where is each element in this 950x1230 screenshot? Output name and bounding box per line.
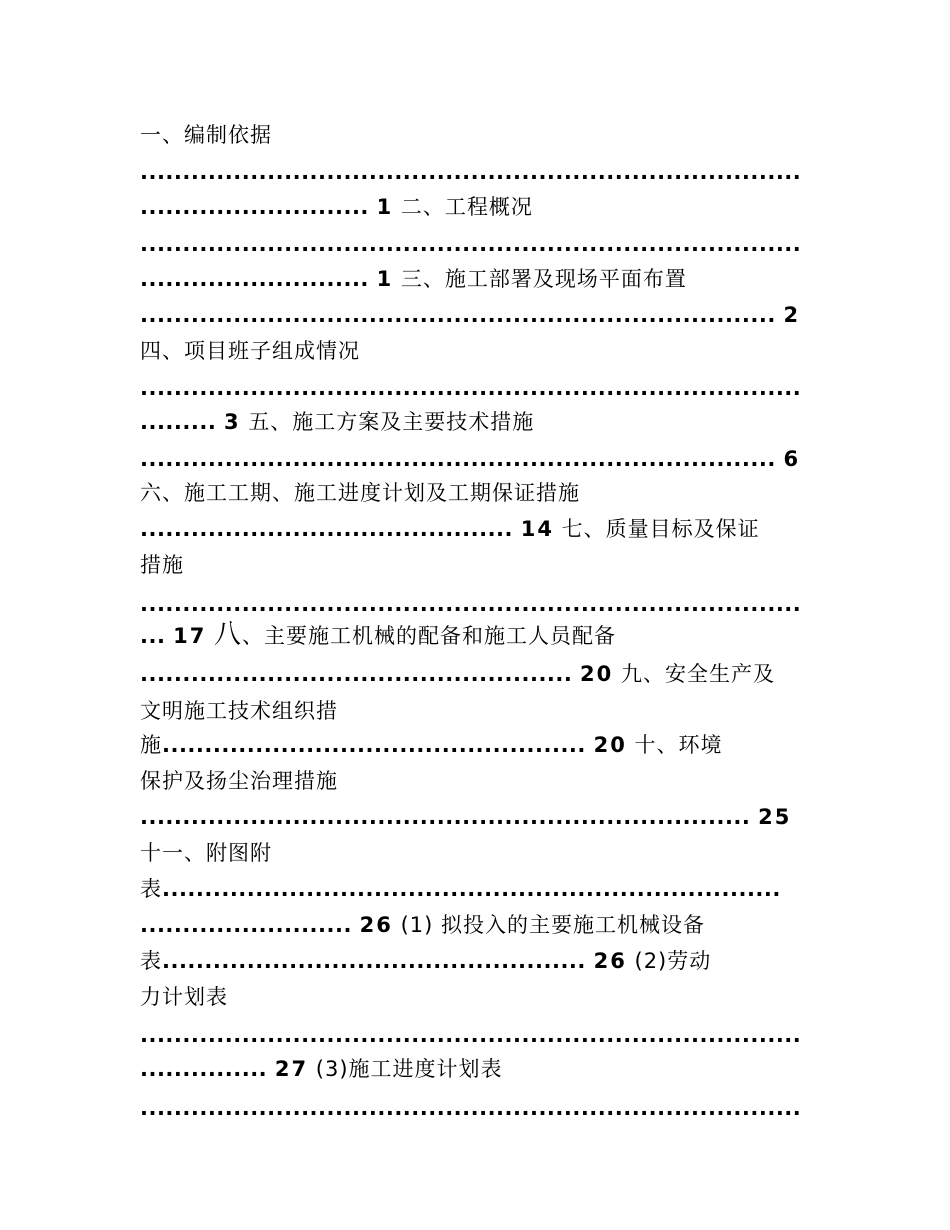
toc-page-number: 20	[593, 733, 627, 757]
toc-entry-machinery: 、主要施工机械的配备和施工人员配备	[242, 624, 617, 648]
toc-page-number: 3	[224, 410, 241, 434]
toc-page-number: 14	[520, 517, 554, 541]
toc-line-19	[140, 766, 808, 796]
toc-leader-dots: ..............................................................................	[140, 592, 802, 616]
toc-entry-safety-end: 施	[140, 733, 162, 757]
toc-line-22	[140, 874, 808, 904]
toc-page-number: 1	[376, 195, 394, 219]
toc-leader-dots: ..............................................................................	[140, 376, 802, 400]
toc-page-number: 26	[359, 913, 393, 937]
toc-line-25	[140, 982, 808, 1012]
toc-leader-dots: ...........................................................................	[140, 447, 776, 471]
toc-line-13	[140, 550, 808, 580]
toc-leader-dots: ..............................................................................	[140, 1096, 802, 1120]
toc-leader-dots: ...................................................	[140, 662, 573, 686]
toc-line-4	[140, 229, 808, 259]
toc-line-9	[140, 407, 808, 437]
toc-line-14	[140, 589, 808, 619]
toc-entry-overview: 二、工程概况	[400, 195, 533, 219]
toc-entry-progress-table: (3)施工进度计划表	[315, 1057, 503, 1081]
toc-leader-dots: ...........................................................................	[140, 303, 776, 327]
toc-entry-machinery-table-end: 表	[140, 949, 162, 973]
toc-leader-dots: ..............................................................................	[140, 160, 802, 184]
toc-page-number: 27	[274, 1057, 309, 1081]
toc-entry-environment-cont: 保护及扬尘治理措施	[140, 769, 338, 793]
toc-page-number: 2	[783, 303, 801, 327]
toc-leader-dots: ............................................	[140, 517, 514, 541]
toc-line-28	[140, 1093, 808, 1123]
toc-leader-dots: ...............	[140, 1057, 268, 1081]
toc-line-10	[140, 444, 808, 474]
toc-entry-deployment: 三、施工部署及现场平面布置	[400, 267, 687, 291]
toc-entry-labor-cont: 力计划表	[140, 985, 228, 1009]
toc-line-1	[140, 120, 808, 150]
toc-line-26	[140, 1020, 808, 1050]
toc-entry-quality: 七、质量目标及保证	[561, 517, 760, 541]
toc-leader-dots: ...........................	[140, 267, 369, 291]
toc-line-15	[140, 620, 808, 650]
toc-entry-safety: 九、安全生产及	[620, 662, 775, 686]
toc-line-3	[140, 192, 808, 222]
toc-line-20	[140, 802, 808, 832]
toc-line-17	[140, 696, 808, 726]
toc-page-number: 17	[173, 624, 207, 648]
toc-leader-dots: .........................	[140, 913, 352, 937]
toc-entry-eight-numeral: 八	[214, 620, 243, 650]
toc-line-16	[140, 659, 808, 689]
toc-line-18	[140, 730, 808, 760]
toc-leader-dots: ...........................	[140, 195, 369, 219]
toc-line-21	[140, 838, 808, 868]
toc-page-number: 6	[783, 447, 801, 471]
toc-entry-basis: 一、编制依据	[140, 123, 272, 147]
toc-line-8	[140, 373, 808, 403]
toc-entry-construction-plan: 五、施工方案及主要技术措施	[248, 410, 535, 434]
toc-leader-dots: ..............................................................................	[140, 232, 802, 256]
toc-line-2	[140, 157, 808, 187]
toc-entry-project-team: 四、项目班子组成情况	[140, 339, 360, 363]
toc-leader-dots: .........................................................................	[162, 877, 781, 901]
toc-leader-dots: ..................................................	[162, 949, 586, 973]
toc-leader-dots: ...	[140, 624, 166, 648]
toc-line-23	[140, 910, 808, 940]
toc-entry-labor: (2)劳动	[634, 949, 712, 973]
toc-leader-dots: ..............................................................................	[140, 1023, 802, 1047]
toc-entry-machinery-table: (1) 拟投入的主要施工机械设备	[400, 913, 705, 937]
toc-entry-quality-cont: 措施	[140, 553, 184, 577]
toc-page-number: 25	[758, 805, 792, 829]
toc-line-24	[140, 946, 808, 976]
toc-line-27	[140, 1054, 808, 1084]
toc-line-6	[140, 300, 808, 330]
toc-leader-dots: .........	[140, 410, 217, 434]
toc-entry-schedule: 六、施工工期、施工进度计划及工期保证措施	[140, 481, 580, 505]
toc-line-5	[140, 264, 808, 294]
toc-entry-appendix-cont: 表	[140, 877, 162, 901]
toc-page-number: 26	[593, 949, 627, 973]
toc-entry-safety-cont: 文明施工技术组织措	[140, 699, 338, 723]
toc-page-number: 1	[376, 267, 394, 291]
toc-page-number: 20	[580, 662, 614, 686]
toc-entry-appendix: 十一、附图附	[140, 841, 272, 865]
toc-line-11	[140, 478, 808, 508]
toc-leader-dots: ..................................................	[162, 733, 586, 757]
toc-entry-environment: 十、环境	[634, 733, 723, 757]
toc-line-7	[140, 336, 808, 366]
toc-leader-dots: ........................................................................	[140, 805, 751, 829]
toc-line-12	[140, 514, 808, 544]
